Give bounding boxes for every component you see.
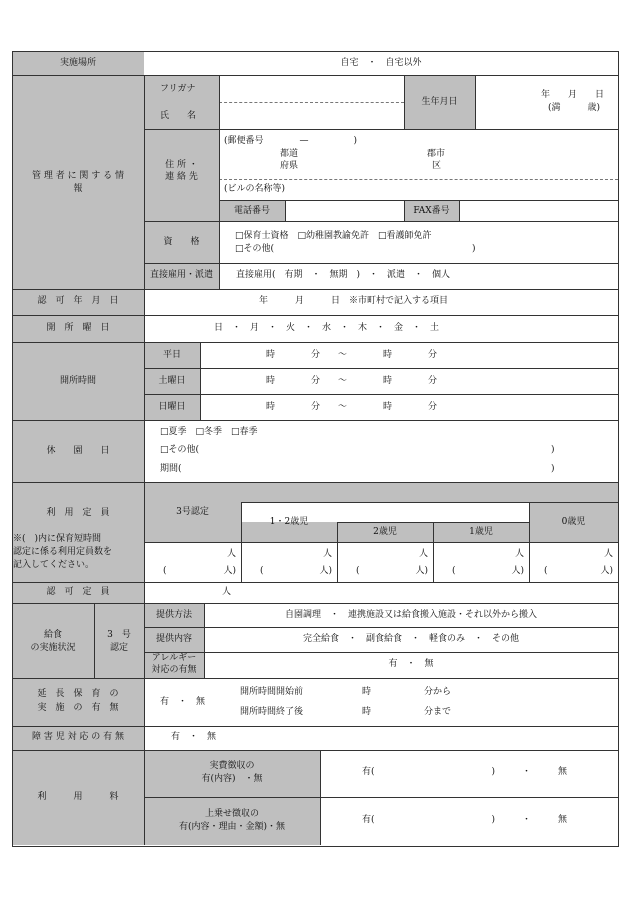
- hours-label: 開所時間: [59, 376, 96, 386]
- extended-from[interactable]: 分から: [424, 687, 452, 697]
- cap-unit-age2[interactable]: 人: [418, 549, 428, 559]
- birth-value-2[interactable]: (満 歳): [548, 103, 601, 113]
- manager-label-1: 管 理 者 に 関 す る 情: [31, 171, 125, 181]
- building-field[interactable]: (ビルの名称等): [224, 184, 286, 194]
- holidays-period[interactable]: 期間(: [160, 464, 182, 474]
- fees-label: 利 用 料: [37, 792, 119, 802]
- extended-until[interactable]: 分まで: [424, 707, 452, 717]
- extended-before: 開所時間開始前: [240, 687, 304, 697]
- hours-value-saturday[interactable]: 時 分 ～ 時 分: [266, 376, 438, 386]
- cap-unit-age0[interactable]: 人: [603, 549, 613, 559]
- meals-content-value[interactable]: 完全給食 ・ 副食給食 ・ 軽食のみ ・ その他: [302, 634, 519, 644]
- manager-label-2: 報: [73, 184, 83, 194]
- cap-unit-age12[interactable]: 人: [322, 549, 332, 559]
- cap-paren-age2: (: [356, 566, 360, 576]
- disabled-label: 障 害 児 対 応 の 有 無: [31, 732, 125, 742]
- extended-hour-1[interactable]: 時: [362, 687, 372, 697]
- name-label: 氏 名: [160, 111, 197, 121]
- fees-extra-2: 有(内容・理由・金額)・無: [178, 822, 286, 832]
- approved-label: 認 可 定 員: [46, 587, 110, 597]
- gunshi-1: 郡市: [427, 149, 446, 159]
- birth-label: 生年月日: [421, 97, 458, 107]
- todofuken-2: 府県: [280, 161, 299, 171]
- cap-close-age12: 人): [319, 566, 332, 576]
- location-label: 実施場所: [59, 58, 96, 68]
- cert3-label: 3号認定: [176, 507, 209, 517]
- qual-label: 資 格: [163, 237, 200, 247]
- capacity-label: 利 用 定 員: [46, 508, 110, 518]
- birth-value-1[interactable]: 年 月 日: [541, 90, 605, 100]
- meals-sub-2: 認定: [109, 643, 128, 653]
- age12-label: 1・2歳児: [269, 517, 309, 527]
- meals-method-label: 提供方法: [155, 610, 192, 620]
- employment-value[interactable]: 直接雇用( 有期 ・ 無期 ) ・ 派遣 ・ 個人: [236, 270, 451, 280]
- fees-extra-value[interactable]: 有( ) ・ 無: [362, 815, 568, 825]
- meals-allergy-label-1: アレルギー: [151, 653, 197, 663]
- age2-label: 2歳児: [373, 527, 397, 537]
- holidays-period-close: ): [551, 464, 555, 474]
- cap-unit-cert3[interactable]: 人: [226, 549, 236, 559]
- cap-paren-cert3: (: [163, 566, 167, 576]
- fees-extra-1: 上乗せ徴収の: [204, 809, 259, 819]
- hours-day-sunday: 日曜日: [158, 402, 186, 412]
- furigana-label: フリガナ: [160, 84, 196, 94]
- age1-label: 1歳児: [469, 527, 493, 537]
- fees-actual-1: 実費徴収の: [209, 761, 255, 771]
- cap-unit-age1[interactable]: 人: [514, 549, 524, 559]
- extended-choice[interactable]: 有 ・ 無: [160, 697, 206, 707]
- meals-allergy-label-2: 対応の有無: [151, 665, 197, 675]
- employment-label: 直接雇用・派遣: [149, 270, 213, 280]
- meals-method-value[interactable]: 自園調理 ・ 連携施設又は給食搬入施設・それ以外から搬入: [284, 610, 537, 620]
- cap-paren-age1: (: [452, 566, 456, 576]
- opendays-label: 開 所 曜 日: [46, 323, 110, 333]
- cap-close-age0: 人): [600, 566, 613, 576]
- approval-label: 認 可 年 月 日: [37, 296, 119, 306]
- capacity-note-2: 認定に係る利用定員数を: [13, 547, 113, 557]
- phone-label: 電話番号: [233, 206, 270, 216]
- extended-after: 開所時間終了後: [240, 707, 304, 717]
- fax-label: FAX番号: [413, 206, 450, 216]
- cap-close-age1: 人): [511, 566, 524, 576]
- extended-hour-2[interactable]: 時: [362, 707, 372, 717]
- holidays-other-close: ): [551, 445, 555, 455]
- hours-value-weekday[interactable]: 時 分 ～ 時 分: [266, 350, 438, 360]
- extended-label-2: 実 施 の 有 無: [37, 703, 119, 713]
- todofuken-1: 都道: [280, 149, 299, 159]
- meals-label-1: 給食: [43, 630, 62, 640]
- cap-close-cert3: 人): [223, 566, 236, 576]
- hours-value-sunday[interactable]: 時 分 ～ 時 分: [266, 402, 438, 412]
- qual-options-1[interactable]: □保育士資格 □幼稚園教諭免許 □看護師免許: [235, 231, 432, 241]
- meals-sub-1: 3 号: [107, 630, 131, 640]
- gunshi-2: 区: [432, 161, 442, 171]
- address-label-1: 住 所 ・: [165, 160, 198, 170]
- hours-day-saturday: 土曜日: [158, 376, 186, 386]
- opendays-value[interactable]: 日 ・ 月 ・ 火 ・ 水 ・ 木 ・ 金 ・ 土: [214, 323, 440, 333]
- approved-value[interactable]: 人: [222, 587, 232, 597]
- disabled-value[interactable]: 有 ・ 無: [171, 732, 217, 742]
- approval-value[interactable]: 年 月 日 ※市町村で記入する項目: [259, 296, 449, 306]
- holidays-label: 休 園 日: [46, 446, 110, 456]
- age0-label: 0歳児: [561, 517, 586, 527]
- capacity-note-1: ※( )内に保育短時間: [13, 534, 102, 544]
- meals-label-2: の実施状況: [30, 643, 76, 653]
- fees-actual-value[interactable]: 有( ) ・ 無: [362, 767, 568, 777]
- meals-content-label: 提供内容: [155, 634, 192, 644]
- cap-close-age2: 人): [415, 566, 428, 576]
- address-label-2: 連 絡 先: [165, 172, 198, 182]
- capacity-note-3: 記入してください。: [13, 560, 95, 570]
- cap-paren-age12: (: [260, 566, 264, 576]
- qual-options-2[interactable]: □その他( ): [235, 244, 476, 254]
- location-value: 自宅 ・ 自宅以外: [340, 58, 422, 68]
- holidays-seasons[interactable]: □夏季 □冬季 □春季: [160, 427, 258, 437]
- meals-allergy-value[interactable]: 有 ・ 無: [388, 659, 434, 669]
- postal-field[interactable]: (郵便番号 — ): [224, 136, 358, 146]
- extended-label-1: 延 長 保 育 の: [37, 689, 119, 699]
- holidays-other[interactable]: □その他(: [160, 445, 200, 455]
- cap-paren-age0: (: [544, 566, 548, 576]
- hours-day-weekday: 平日: [162, 350, 181, 360]
- fees-actual-2: 有(内容) ・無: [201, 774, 263, 784]
